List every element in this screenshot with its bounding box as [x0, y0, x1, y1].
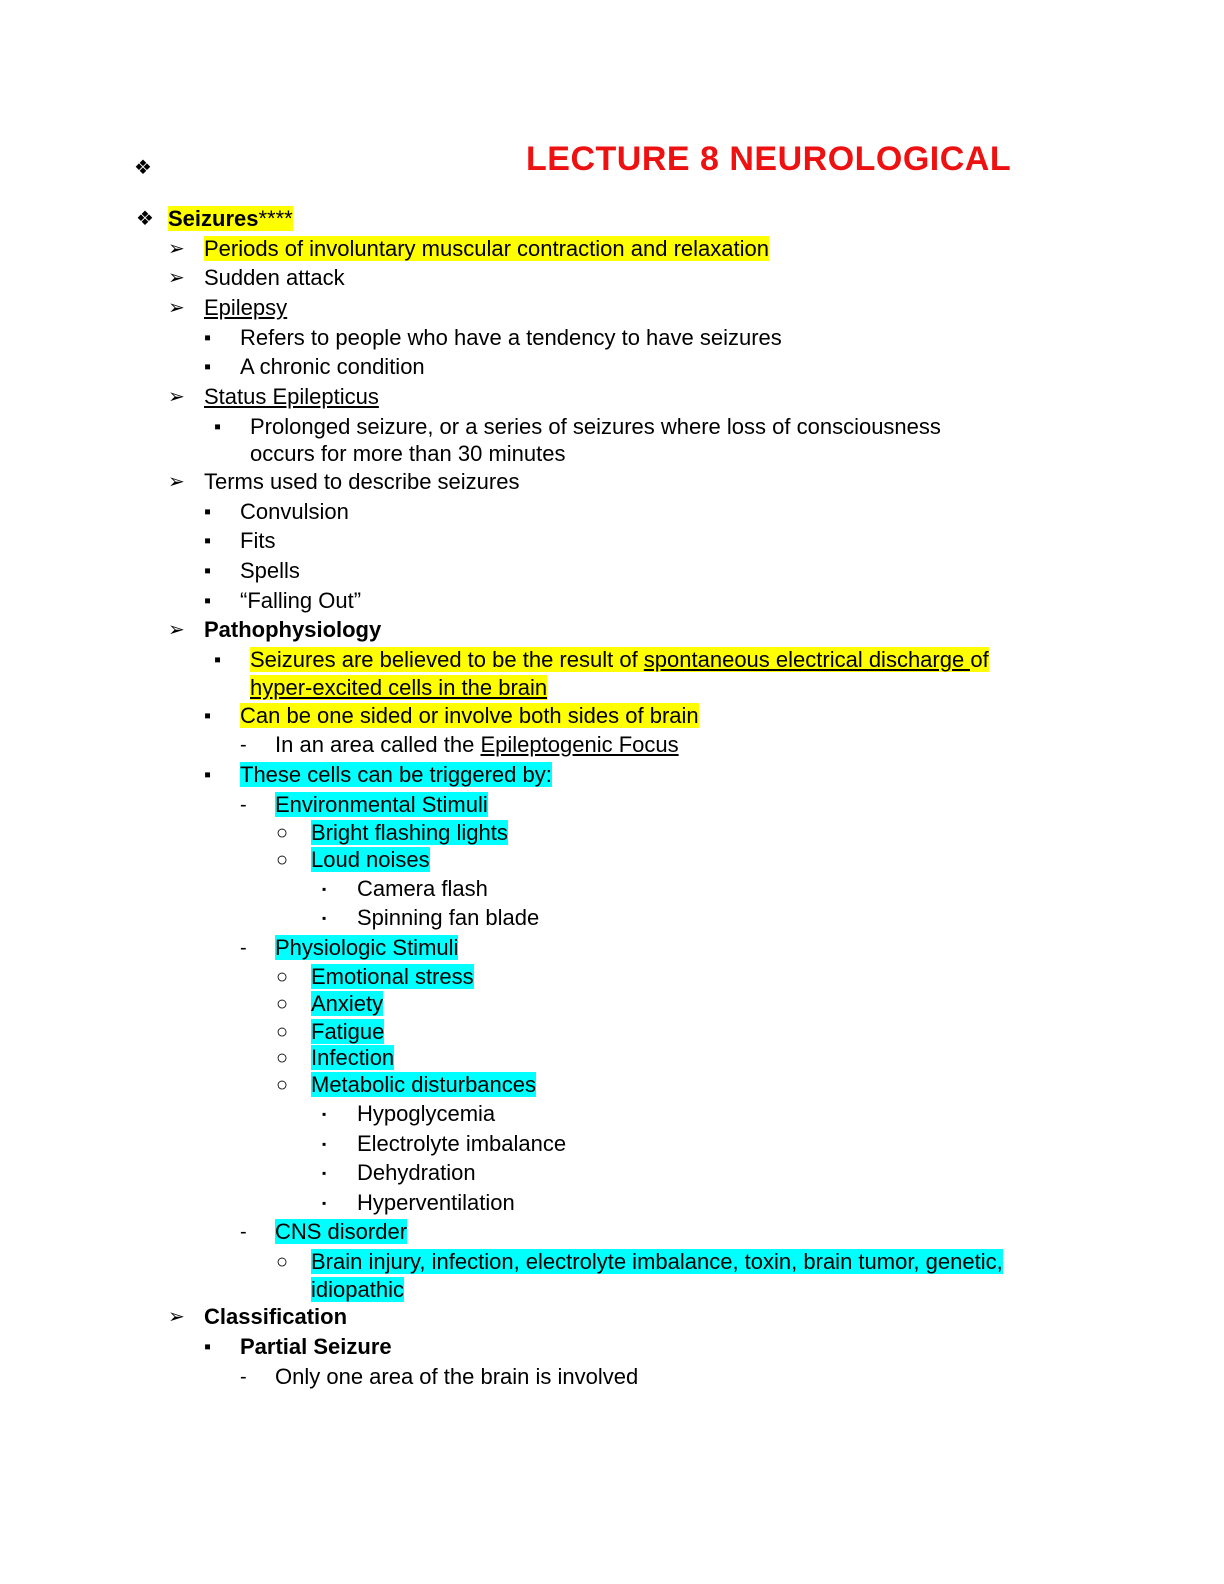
text-segment: In an area called the — [275, 732, 481, 757]
outline-item-text — [275, 732, 679, 758]
diamond-bullet-icon: ❖ — [136, 208, 154, 230]
outline-item-text — [204, 617, 381, 643]
text-segment: Metabolic disturbances — [311, 1072, 537, 1097]
text-segment: Bright flashing lights — [311, 820, 508, 845]
text-segment: Prolonged seizure, or a series of seizures where loss of consciousness — [250, 414, 941, 439]
square-bullet-icon: ▪ — [322, 1196, 327, 1210]
square-bullet-icon: ▪ — [322, 1107, 327, 1121]
text-segment: idiopathic — [311, 1277, 404, 1302]
text-segment: Anxiety — [311, 991, 384, 1016]
square-bullet-icon: ▪ — [204, 530, 212, 552]
dash-bullet-icon: - — [240, 1221, 247, 1243]
outline-item-text — [250, 675, 547, 701]
outline-item-text — [357, 1190, 515, 1216]
outline-item-text — [311, 991, 383, 1017]
text-segment: Pathophysiology — [204, 617, 382, 642]
square-bullet-icon: ▪ — [204, 327, 212, 349]
outline-item-text — [240, 588, 361, 614]
text-segment: Hyperventilation — [357, 1190, 515, 1215]
text-segment: Refers to people who have a tendency to have seizures — [240, 325, 782, 350]
text-segment: Electrolyte imbalance — [357, 1131, 567, 1156]
outline-item-text — [168, 206, 293, 232]
text-segment: hyper-excited cells in the brain — [250, 675, 548, 700]
outline-item-text — [240, 354, 425, 380]
dash-bullet-icon: - — [240, 794, 247, 816]
text-segment: Can be one sided or involve both sides of brain — [240, 703, 699, 728]
arrow-bullet-icon: ➢ — [168, 619, 185, 641]
circle-bullet-icon: ○ — [276, 966, 289, 988]
text-segment: spontaneous electrical discharge — [643, 647, 971, 672]
dash-bullet-icon: - — [240, 1366, 247, 1388]
text-segment: Periods of involuntary muscular contraction and relaxation — [204, 236, 769, 261]
outline-item-text — [311, 1072, 536, 1098]
square-bullet-icon: ▪ — [204, 560, 212, 582]
circle-bullet-icon: ○ — [276, 1251, 289, 1273]
outline-item-text — [204, 265, 345, 291]
text-segment: Spells — [240, 558, 300, 583]
arrow-bullet-icon: ➢ — [168, 297, 185, 319]
text-segment: Fatigue — [311, 1019, 385, 1044]
outline-item-text — [240, 558, 300, 584]
text-segment: Physiologic Stimuli — [275, 935, 459, 960]
square-bullet-icon: ▪ — [204, 1336, 212, 1358]
outline-item-text — [311, 1045, 394, 1071]
outline-item-text — [250, 441, 565, 467]
outline-item-text — [250, 647, 989, 673]
outline-item-text — [250, 414, 941, 440]
text-segment: occurs for more than 30 minutes — [250, 441, 566, 466]
circle-bullet-icon: ○ — [276, 822, 289, 844]
text-segment: Epilepsy — [204, 295, 288, 320]
outline-item-text — [275, 792, 488, 818]
text-segment: Status Epilepticus — [204, 384, 379, 409]
outline-item-text — [240, 325, 782, 351]
text-segment: Terms used to describe seizures — [204, 469, 520, 494]
text-segment: Partial Seizure — [240, 1334, 392, 1359]
outline-item-text — [357, 905, 539, 931]
outline-item-text — [311, 1277, 404, 1303]
arrow-bullet-icon: ➢ — [168, 238, 185, 260]
circle-bullet-icon: ○ — [276, 1021, 289, 1043]
text-segment: Loud noises — [311, 847, 430, 872]
text-segment: Spinning fan blade — [357, 905, 540, 930]
text-segment: A chronic condition — [240, 354, 425, 379]
square-bullet-icon: ▪ — [214, 416, 222, 438]
text-segment: Seizures — [168, 206, 259, 231]
square-bullet-icon: ▪ — [204, 501, 212, 523]
outline-item-text — [204, 236, 769, 262]
outline-item-text — [275, 935, 458, 961]
square-bullet-icon: ▪ — [322, 911, 327, 925]
outline-item-text — [240, 703, 699, 729]
diamond-bullet-icon: ❖ — [134, 157, 152, 179]
outline-item-text — [311, 820, 508, 846]
title-row — [134, 140, 1094, 184]
text-segment: Classification — [204, 1304, 348, 1329]
square-bullet-icon: ▪ — [204, 590, 212, 612]
page-title: LECTURE 8 NEUROLOGICAL — [526, 140, 1012, 178]
dash-bullet-icon: - — [240, 734, 247, 756]
outline-item-text — [357, 1101, 495, 1127]
circle-bullet-icon: ○ — [276, 993, 289, 1015]
arrow-bullet-icon: ➢ — [168, 1306, 185, 1328]
outline-item-text — [311, 847, 430, 873]
text-segment: Infection — [311, 1045, 395, 1070]
circle-bullet-icon: ○ — [276, 849, 289, 871]
outline-item-text — [204, 469, 519, 495]
outline-item-text — [311, 1249, 1003, 1275]
outline-item-text — [311, 1019, 384, 1045]
circle-bullet-icon: ○ — [276, 1074, 289, 1096]
text-segment: “Falling Out” — [240, 588, 362, 613]
text-segment: CNS disorder — [275, 1219, 408, 1244]
text-segment: These cells can be triggered by: — [240, 762, 552, 787]
text-segment: Brain injury, infection, electrolyte imbalance, toxin, brain tumor, genetic, — [311, 1249, 1003, 1274]
outline-item-text — [240, 528, 275, 554]
outline-item-text — [275, 1219, 407, 1245]
outline-item-text — [204, 384, 379, 410]
arrow-bullet-icon: ➢ — [168, 267, 185, 289]
arrow-bullet-icon: ➢ — [168, 471, 185, 493]
outline-item-text — [357, 1131, 566, 1157]
outline-item-text — [204, 1304, 347, 1330]
square-bullet-icon: ▪ — [204, 356, 212, 378]
outline-item-text — [357, 1160, 476, 1186]
text-segment: Only one area of the brain is involved — [275, 1364, 639, 1389]
text-segment: Epileptogenic Focus — [480, 732, 679, 757]
text-segment: Seizures are believed to be the result of — [250, 647, 644, 672]
dash-bullet-icon: - — [240, 937, 247, 959]
outline-item-text — [275, 1364, 638, 1390]
text-segment: Sudden attack — [204, 265, 345, 290]
outline-item-text — [240, 499, 349, 525]
square-bullet-icon: ▪ — [204, 764, 212, 786]
text-segment: Environmental Stimuli — [275, 792, 488, 817]
text-segment: Hypoglycemia — [357, 1101, 496, 1126]
square-bullet-icon: ▪ — [322, 1137, 327, 1151]
outline-item-text — [240, 762, 552, 788]
text-segment: Fits — [240, 528, 276, 553]
text-segment: **** — [258, 206, 293, 231]
outline-item-text — [204, 295, 287, 321]
outline-item-text — [357, 876, 488, 902]
square-bullet-icon: ▪ — [322, 882, 327, 896]
text-segment: Dehydration — [357, 1160, 476, 1185]
circle-bullet-icon: ○ — [276, 1047, 289, 1069]
text-segment: Convulsion — [240, 499, 349, 524]
arrow-bullet-icon: ➢ — [168, 386, 185, 408]
text-segment: Emotional stress — [311, 964, 474, 989]
square-bullet-icon: ▪ — [204, 705, 212, 727]
text-segment: Camera flash — [357, 876, 488, 901]
outline-item-text — [240, 1334, 392, 1360]
text-segment: of — [970, 647, 989, 672]
outline-item-text — [311, 964, 474, 990]
square-bullet-icon: ▪ — [214, 649, 222, 671]
square-bullet-icon: ▪ — [322, 1166, 327, 1180]
